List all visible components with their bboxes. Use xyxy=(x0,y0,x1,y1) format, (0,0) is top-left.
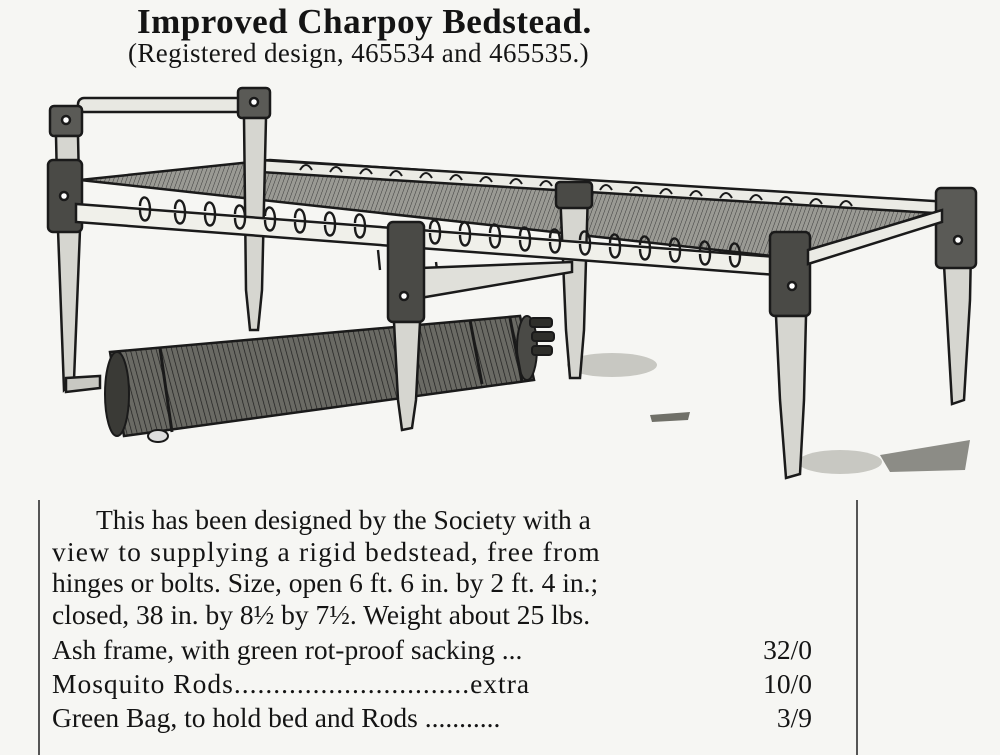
rolled-bag xyxy=(105,316,554,442)
description-box xyxy=(38,500,858,755)
price-value: 32/0 xyxy=(763,634,812,665)
stretcher xyxy=(420,262,572,298)
price-label: Ash frame, with green rot-proof sacking ... xyxy=(52,634,523,665)
front-right-leg xyxy=(770,232,810,478)
description-line: closed, 38 in. by 8½ by 7½. Weight about 25 lbs. xyxy=(52,598,591,630)
bedstead-illustration xyxy=(0,80,1000,500)
front-left-leg xyxy=(48,106,100,392)
price-label: Green Bag, to hold bed and Rods ........... xyxy=(52,702,501,733)
description-line: hinges or bolts. Size, open 6 ft. 6 in. by 2 ft. 4 in.; xyxy=(52,567,599,598)
price-value: 3/9 xyxy=(776,702,812,733)
price-label: Mosquito Rods..............................extra xyxy=(52,668,531,699)
floor-shadows xyxy=(567,353,970,474)
price-value: 10/0 xyxy=(763,668,812,699)
description-line: view to supplying a rigid bedstead, free from xyxy=(52,535,601,567)
description-line: This has been designed by the Society with a xyxy=(96,504,591,535)
page-subtitle: (Registered design, 465534 and 465535.) xyxy=(128,38,590,68)
description xyxy=(52,504,842,630)
headboard xyxy=(78,88,270,118)
page-title: Improved Charpoy Bedstead. xyxy=(137,2,592,41)
